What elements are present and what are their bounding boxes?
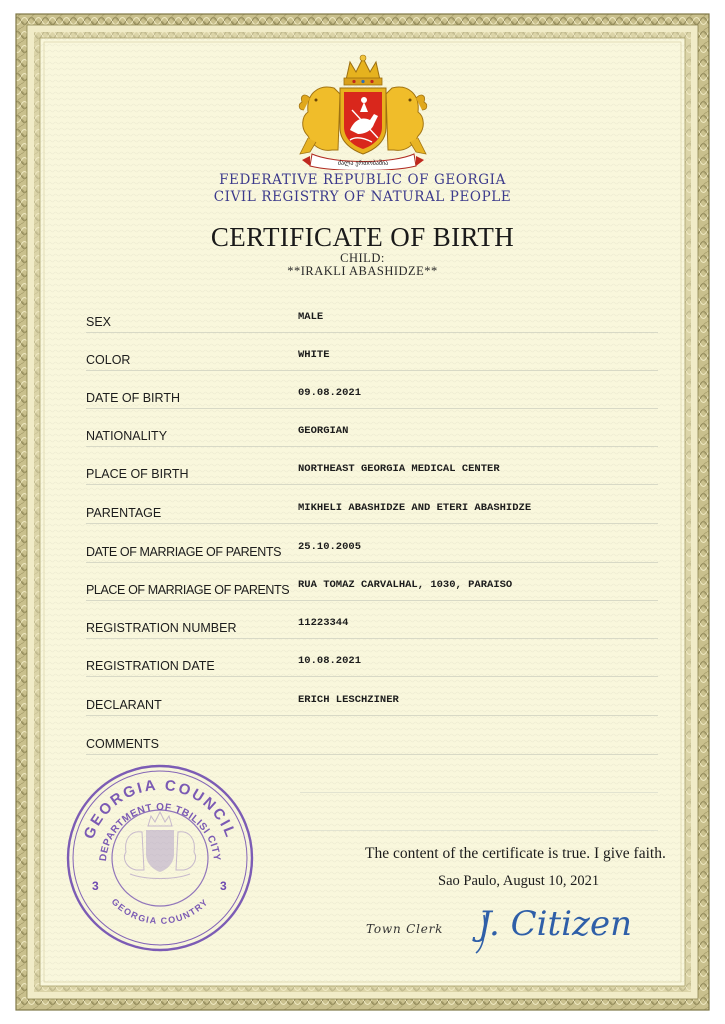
right-lion-icon [386,87,427,154]
field-row-place-of-marriage [86,578,658,601]
field-row-comments [86,732,658,755]
field-row-nationality [86,424,658,447]
child-label: CHILD: [340,251,385,265]
field-row-registration-number [86,616,658,639]
field-value: MIKHELI ABASHIDZE AND ETERI ABASHIDZE [298,502,532,514]
field-value: 25.10.2005 [298,541,362,553]
field-row-date-of-birth [86,386,658,409]
coat-of-arms-emblem [294,54,432,170]
field-row-sex [86,310,658,333]
field-value: RUA TOMAZ CARVALHAL, 1030, PARAISO [298,579,513,591]
field-label: COLOR [86,353,131,367]
signature-text: J. Citizen [478,904,632,944]
child-name: **IRAKLI ABASHIDZE** [287,264,438,278]
field-value: 11223344 [298,617,349,629]
field-row-color [86,348,658,371]
attestation-place-date: Sao Paulo, August 10, 2021 [438,873,600,889]
document-title: CERTIFICATE OF BIRTH [210,222,515,252]
seal-middle-text: DEPARTMENT OF TBILISI CITY [97,801,223,862]
field-label: REGISTRATION NUMBER [86,621,237,635]
field-row-declarant [86,693,658,716]
crown-icon [344,55,382,85]
left-lion-icon [299,87,340,154]
field-label: REGISTRATION DATE [86,659,215,673]
shield-icon [340,88,386,154]
seal-top-text: GEORGIA COUNCIL [80,776,240,842]
seal-number-left: 3 [92,879,99,893]
clerk-signature [470,895,640,957]
motto-ribbon [302,154,424,170]
clerk-title: Town Clerk [366,922,444,936]
official-seal-stamp [62,760,258,956]
field-row-parentage [86,501,658,524]
field-value: MALE [298,311,324,323]
attestation-statement: The content of the certificate is true. I give faith. [365,845,666,862]
seal-number-right: 3 [220,879,227,893]
field-label: NATIONALITY [86,429,168,443]
field-label: DECLARANT [86,698,162,712]
blank-line [300,808,658,831]
field-value: WHITE [298,349,330,361]
issuer-line-1: FEDERATIVE REPUBLIC OF GEORGIA [219,172,506,188]
field-label: DATE OF BIRTH [86,391,180,405]
seal-bottom-text: GEORGIA COUNTRY [109,896,211,926]
field-row-date-of-marriage [86,540,658,563]
motto-text: ძალა ერთობაშია [337,160,389,167]
blank-line [300,770,658,793]
field-value: 10.08.2021 [298,655,362,667]
seal-emblem-icon [124,812,195,879]
field-label: PARENTAGE [86,506,162,520]
field-value: 09.08.2021 [298,387,362,399]
field-row-place-of-birth [86,462,658,485]
field-label: SEX [86,315,112,329]
field-value: GEORGIAN [298,425,349,437]
svg-text:GEORGIA COUNTRY [110,897,211,926]
field-label: COMMENTS [86,737,159,751]
field-value: ERICH LESCHZINER [298,694,399,706]
field-label: PLACE OF MARRIAGE OF PARENTS [86,583,290,597]
field-label: PLACE OF BIRTH [86,467,189,481]
field-label: DATE OF MARRIAGE OF PARENTS [86,545,282,559]
field-value: NORTHEAST GEORGIA MEDICAL CENTER [298,463,500,475]
field-row-registration-date [86,654,658,677]
issuer-line-2: CIVIL REGISTRY OF NATURAL PEOPLE [213,189,512,205]
